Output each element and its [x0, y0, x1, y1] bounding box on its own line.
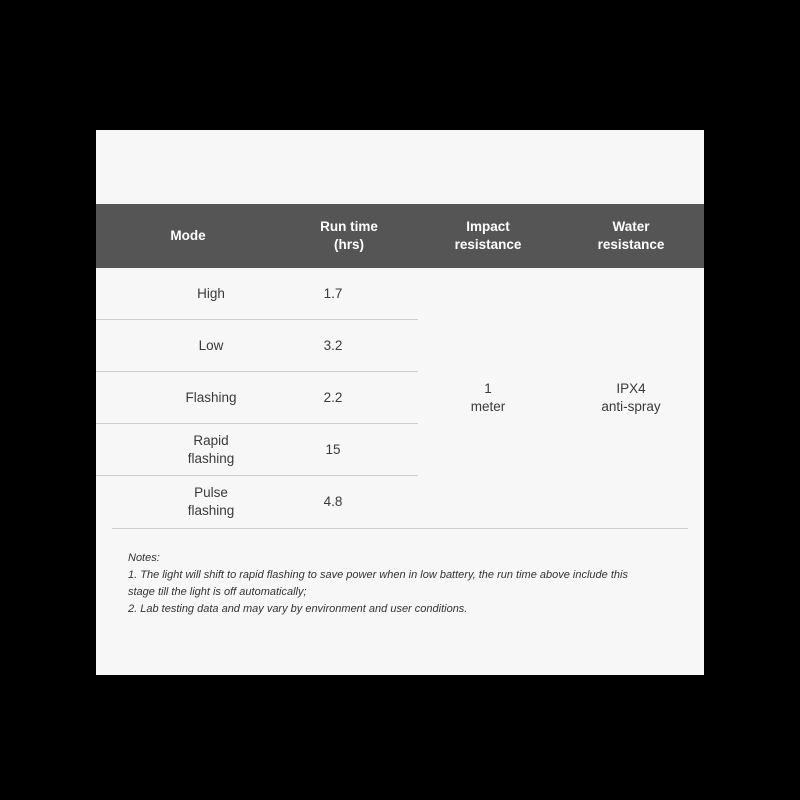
cell-run-time: 4.8	[323, 494, 343, 510]
notes-line-2: 2. Lab testing data and may vary by environment and user conditions.	[128, 603, 468, 616]
cell-mode-line2: flashing	[187, 502, 235, 518]
cell-water-resistance	[558, 268, 704, 527]
cell-mode	[96, 476, 280, 528]
table-header	[96, 130, 704, 268]
cell-mode-line2: flashing	[187, 450, 235, 466]
cell-mode-line1: Pulse	[194, 485, 228, 501]
card-top-spacer	[96, 130, 704, 204]
column-header-mode-label: Mode	[170, 228, 206, 244]
cell-mode: High	[96, 268, 280, 320]
table-row	[96, 268, 704, 320]
notes-line-1: 1. The light will shift to rapid flashing to save power when in low battery, the run time above include this	[128, 569, 628, 582]
cell-mode: Flashing	[96, 372, 280, 424]
spacer-cell	[558, 130, 704, 204]
column-header-impact-line1: Impact	[466, 219, 510, 234]
column-header-impact-line2: resistance	[454, 237, 522, 253]
impact-value: 1	[484, 381, 492, 397]
cell-mode	[96, 424, 280, 476]
notes-title: Notes:	[128, 552, 160, 564]
cell-mode: Low	[96, 320, 280, 372]
column-header-run-time-label: Run time	[320, 219, 378, 234]
column-header-water-line2: resistance	[597, 237, 665, 253]
cell-run-time: 1.7	[280, 268, 418, 320]
impact-unit: meter	[470, 398, 506, 414]
table-body	[96, 268, 704, 527]
cell-run-time: 15	[280, 424, 418, 476]
cell-run-time: 2.2	[280, 372, 418, 424]
column-header-impact-resistance	[418, 204, 558, 268]
water-rating: IPX4	[616, 381, 646, 397]
cell-impact-resistance	[418, 268, 558, 527]
specification-table	[96, 130, 704, 527]
water-rating-detail: anti-spray	[601, 398, 661, 414]
spacer-cell	[418, 130, 558, 204]
notes-line-1-cont: stage till the light is off automatically;	[128, 586, 307, 599]
spacer-cell	[96, 130, 280, 204]
cell-mode-line1: Rapid	[193, 433, 229, 449]
notes-block	[128, 550, 673, 618]
column-header-water-resistance	[558, 204, 704, 268]
table-header-row	[96, 204, 704, 268]
spec-card	[96, 130, 704, 675]
column-header-water-line1: Water	[612, 219, 650, 234]
spacer-cell	[280, 130, 418, 204]
column-header-run-time	[280, 204, 418, 268]
column-header-run-time-unit: (hrs)	[334, 237, 364, 253]
cell-run-time: 3.2	[280, 320, 418, 372]
notes-divider	[112, 528, 688, 529]
column-header-mode	[96, 204, 280, 268]
